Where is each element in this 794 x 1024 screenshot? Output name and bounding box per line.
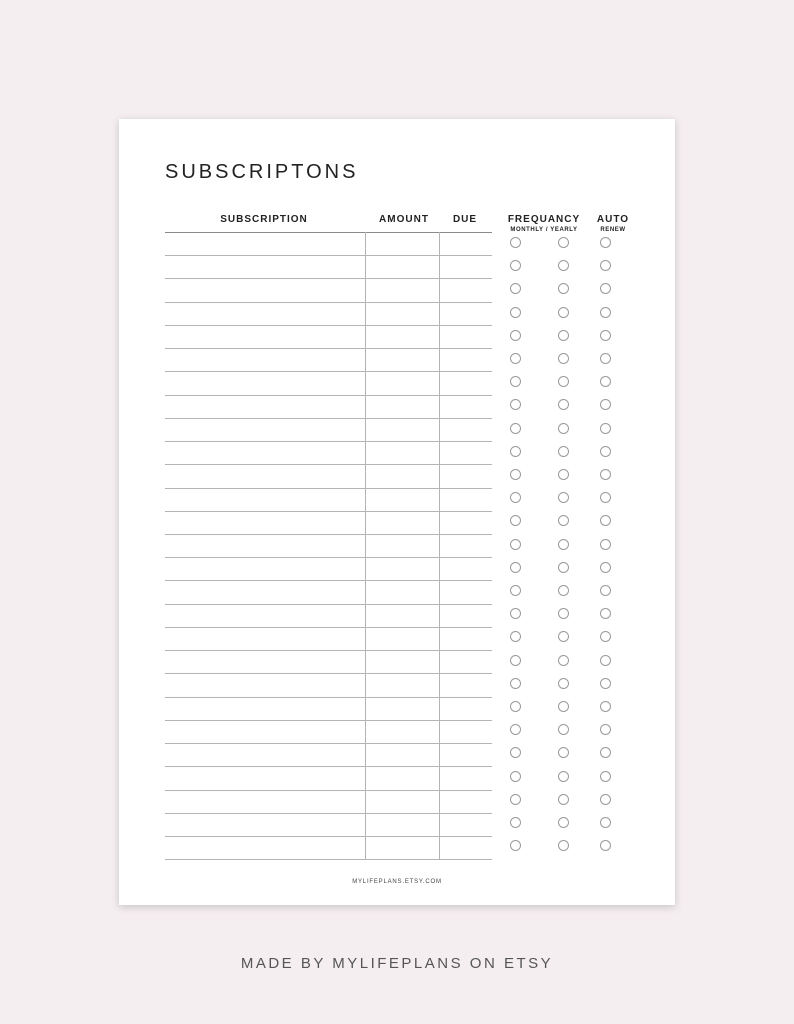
planner-sheet [119, 119, 675, 905]
table-rule [165, 441, 492, 442]
frequency-monthly-radio[interactable] [510, 283, 521, 294]
frequency-yearly-radio[interactable] [558, 283, 569, 294]
frequency-yearly-radio[interactable] [558, 307, 569, 318]
auto-renew-radio[interactable] [600, 585, 611, 596]
frequency-yearly-radio[interactable] [558, 585, 569, 596]
auto-renew-radio[interactable] [600, 539, 611, 550]
table-rule [165, 395, 492, 396]
frequency-yearly-radio[interactable] [558, 515, 569, 526]
frequency-yearly-radio[interactable] [558, 237, 569, 248]
frequency-yearly-radio[interactable] [558, 260, 569, 271]
table-rule [165, 790, 492, 791]
frequency-yearly-radio[interactable] [558, 469, 569, 480]
table-rule [165, 697, 492, 698]
table-rule [165, 278, 492, 279]
frequency-yearly-radio[interactable] [558, 724, 569, 735]
table-rule [165, 371, 492, 372]
frequency-yearly-radio[interactable] [558, 747, 569, 758]
frequency-yearly-radio[interactable] [558, 539, 569, 550]
header-subscription: SUBSCRIPTION [220, 214, 308, 225]
table-rule [165, 836, 492, 837]
frequency-yearly-radio[interactable] [558, 376, 569, 387]
frequency-monthly-radio[interactable] [510, 260, 521, 271]
frequency-monthly-radio[interactable] [510, 469, 521, 480]
auto-renew-radio[interactable] [600, 423, 611, 434]
table-rule [165, 627, 492, 628]
table-rule [165, 348, 492, 349]
frequency-monthly-radio[interactable] [510, 353, 521, 364]
frequency-monthly-radio[interactable] [510, 701, 521, 712]
auto-renew-radio[interactable] [600, 283, 611, 294]
auto-renew-radio[interactable] [600, 446, 611, 457]
frequency-yearly-radio[interactable] [558, 423, 569, 434]
frequency-yearly-radio[interactable] [558, 817, 569, 828]
auto-renew-radio[interactable] [600, 701, 611, 712]
frequency-yearly-radio[interactable] [558, 678, 569, 689]
frequency-yearly-radio[interactable] [558, 330, 569, 341]
table-rule [165, 859, 492, 860]
footer-url: MYLIFEPLANS.ETSY.COM [352, 879, 442, 885]
header-auto-sub: RENEW [600, 227, 626, 233]
table-rule [165, 743, 492, 744]
frequency-monthly-radio[interactable] [510, 724, 521, 735]
frequency-yearly-radio[interactable] [558, 353, 569, 364]
table-rule [165, 255, 492, 256]
header-frequency-sub: MONTHLY / YEARLY [510, 227, 578, 233]
auto-renew-radio[interactable] [600, 260, 611, 271]
frequency-monthly-radio[interactable] [510, 307, 521, 318]
frequency-monthly-radio[interactable] [510, 655, 521, 666]
auto-renew-radio[interactable] [600, 724, 611, 735]
header-amount: AMOUNT [379, 214, 429, 225]
frequency-monthly-radio[interactable] [510, 399, 521, 410]
auto-renew-radio[interactable] [600, 817, 611, 828]
frequency-monthly-radio[interactable] [510, 608, 521, 619]
auto-renew-radio[interactable] [600, 515, 611, 526]
auto-renew-radio[interactable] [600, 608, 611, 619]
column-divider [439, 232, 440, 859]
auto-renew-radio[interactable] [600, 330, 611, 341]
header-auto: AUTO [596, 214, 630, 225]
auto-renew-radio[interactable] [600, 469, 611, 480]
table-rule [165, 580, 492, 581]
frequency-monthly-radio[interactable] [510, 794, 521, 805]
table-rule [165, 813, 492, 814]
frequency-yearly-radio[interactable] [558, 771, 569, 782]
auto-renew-radio[interactable] [600, 655, 611, 666]
auto-renew-radio[interactable] [600, 631, 611, 642]
auto-renew-radio[interactable] [600, 840, 611, 851]
auto-renew-radio[interactable] [600, 307, 611, 318]
frequency-yearly-radio[interactable] [558, 840, 569, 851]
frequency-monthly-radio[interactable] [510, 562, 521, 573]
frequency-monthly-radio[interactable] [510, 376, 521, 387]
table-rule [165, 720, 492, 721]
frequency-monthly-radio[interactable] [510, 771, 521, 782]
table-rule [165, 534, 492, 535]
frequency-monthly-radio[interactable] [510, 631, 521, 642]
table-rule [165, 557, 492, 558]
auto-renew-radio[interactable] [600, 794, 611, 805]
table-rule [165, 488, 492, 489]
frequency-yearly-radio[interactable] [558, 655, 569, 666]
frequency-monthly-radio[interactable] [510, 747, 521, 758]
frequency-monthly-radio[interactable] [510, 515, 521, 526]
auto-renew-radio[interactable] [600, 492, 611, 503]
frequency-yearly-radio[interactable] [558, 631, 569, 642]
frequency-yearly-radio[interactable] [558, 794, 569, 805]
frequency-monthly-radio[interactable] [510, 446, 521, 457]
auto-renew-radio[interactable] [600, 562, 611, 573]
table-rule [165, 418, 492, 419]
auto-renew-radio[interactable] [600, 353, 611, 364]
frequency-monthly-radio[interactable] [510, 423, 521, 434]
table-rule [165, 604, 492, 605]
auto-renew-radio[interactable] [600, 747, 611, 758]
table-rule [165, 673, 492, 674]
frequency-yearly-radio[interactable] [558, 608, 569, 619]
frequency-monthly-radio[interactable] [510, 678, 521, 689]
auto-renew-radio[interactable] [600, 237, 611, 248]
frequency-yearly-radio[interactable] [558, 562, 569, 573]
frequency-monthly-radio[interactable] [510, 330, 521, 341]
auto-renew-radio[interactable] [600, 399, 611, 410]
column-divider [365, 232, 366, 859]
frequency-yearly-radio[interactable] [558, 701, 569, 712]
frequency-yearly-radio[interactable] [558, 492, 569, 503]
frequency-monthly-radio[interactable] [510, 492, 521, 503]
header-frequency: FREQUANCY [507, 214, 581, 225]
table-rule [165, 302, 492, 303]
auto-renew-radio[interactable] [600, 376, 611, 387]
frequency-monthly-radio[interactable] [510, 840, 521, 851]
auto-renew-radio[interactable] [600, 771, 611, 782]
table-rule [165, 511, 492, 512]
header-due: DUE [452, 214, 478, 225]
table-rule [165, 650, 492, 651]
frequency-monthly-radio[interactable] [510, 237, 521, 248]
credit-text: MADE BY MYLIFEPLANS ON ETSY [240, 955, 554, 972]
frequency-monthly-radio[interactable] [510, 585, 521, 596]
frequency-yearly-radio[interactable] [558, 446, 569, 457]
table-rule [165, 325, 492, 326]
frequency-monthly-radio[interactable] [510, 539, 521, 550]
table-rule [165, 464, 492, 465]
table-rule [165, 232, 492, 233]
page-title: SUBSCRIPTONS [165, 161, 359, 183]
table-rule [165, 766, 492, 767]
auto-renew-radio[interactable] [600, 678, 611, 689]
frequency-monthly-radio[interactable] [510, 817, 521, 828]
frequency-yearly-radio[interactable] [558, 399, 569, 410]
